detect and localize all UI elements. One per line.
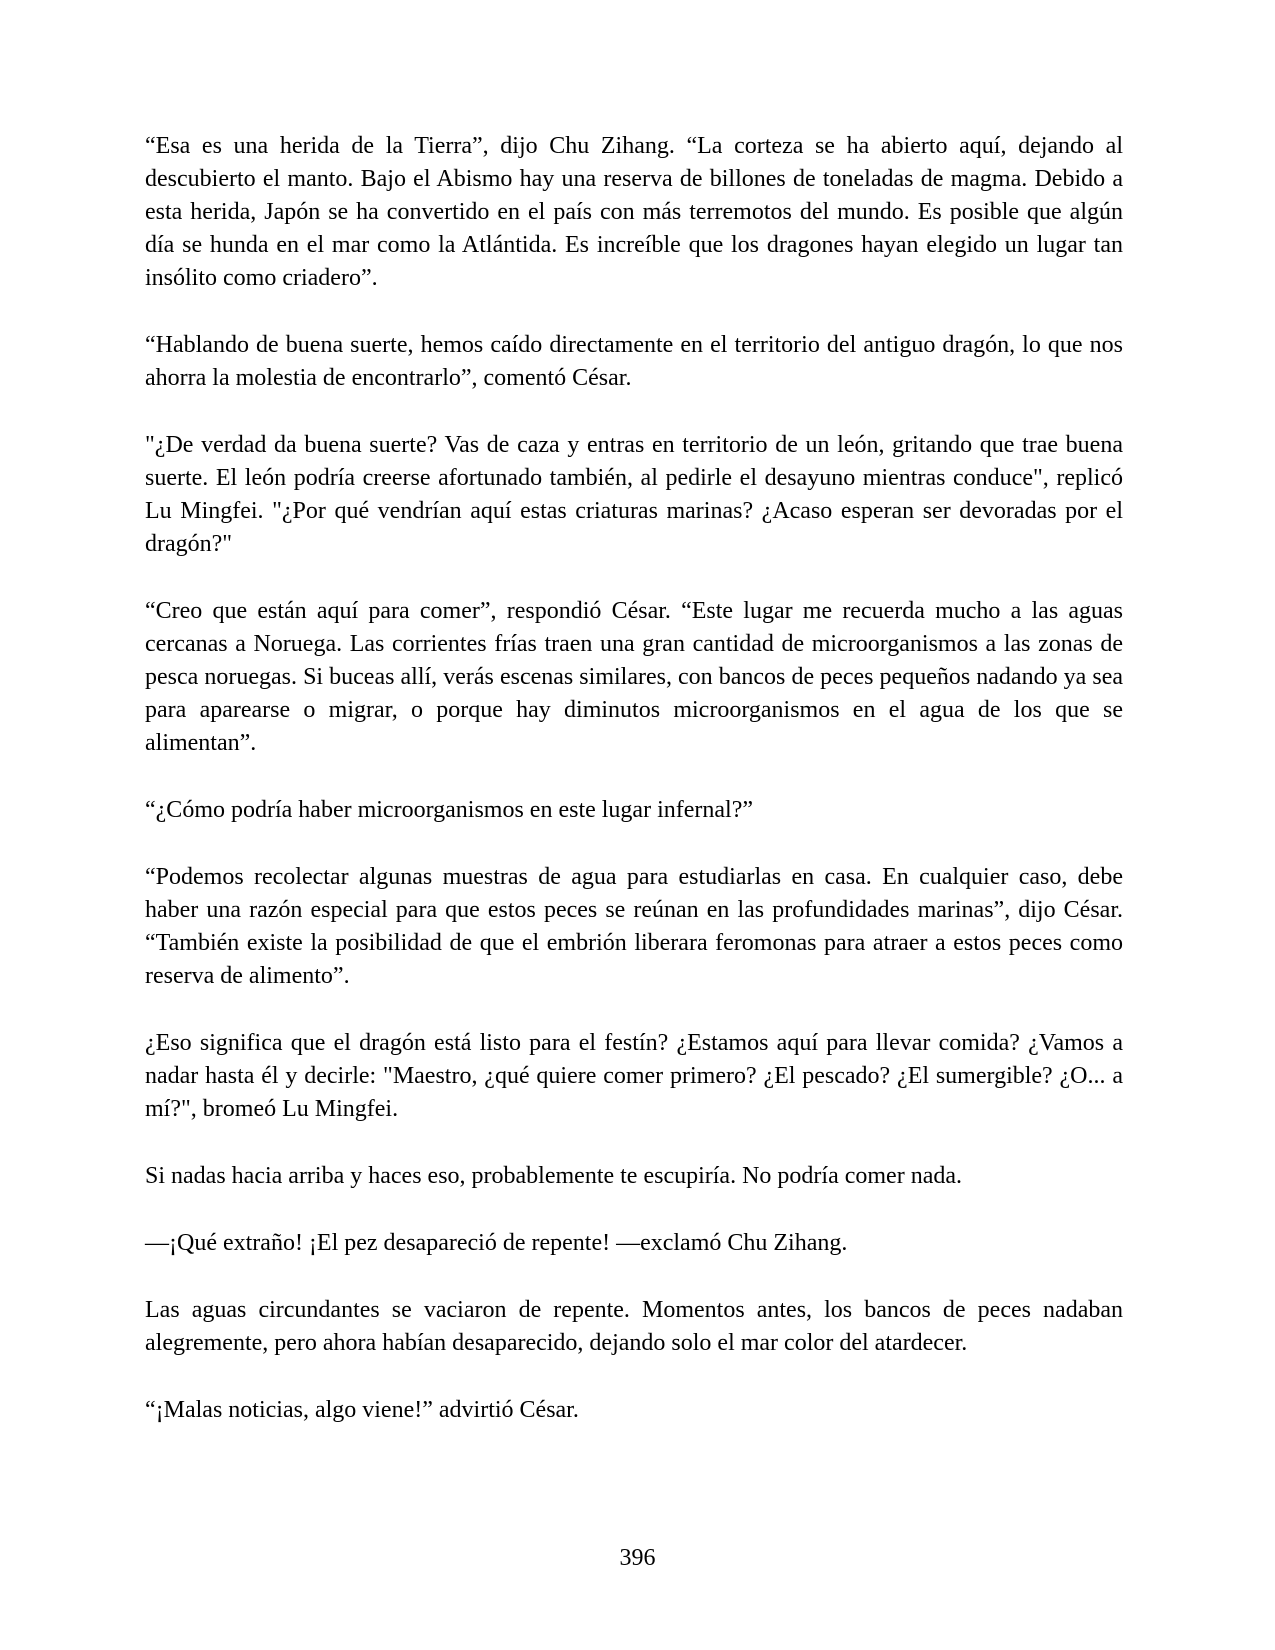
page-number: 396: [619, 1545, 656, 1571]
paragraph: “Hablando de buena suerte, hemos caído directamente en el territorio del antiguo dragón, lo que nos ahorra la molestia de encontrarlo”, comentó César.: [145, 332, 1123, 391]
paragraph: Si nadas hacia arriba y haces eso, probablemente te escupiría. No podría comer nada.: [145, 1163, 962, 1189]
paragraph: “Creo que están aquí para comer”, respondió César. “Este lugar me recuerda mucho a las aguas cercanas a Noruega. Las corrientes frías traen una gran cantidad de microorganismos a las zonas de pesca noruegas. Si buceas allí, verás escenas similares, con bancos de peces pequeños nadando ya sea para aparearse o migrar, o porque hay diminutos microorganismos en el agua de los que se alimentan”.: [145, 598, 1123, 756]
text-column: [145, 130, 1123, 1427]
paragraph: “Esa es una herida de la Tierra”, dijo Chu Zihang. “La corteza se ha abierto aquí, dejando al descubierto el manto. Bajo el Abismo hay una reserva de billones de toneladas de magma. Debido a esta herida, Japón se ha convertido en el país con más terremotos del mundo. Es posible que algún día se hunda en el mar como la Atlántida. Es increíble que los dragones hayan elegido un lugar tan insólito como criadero”.: [145, 133, 1123, 291]
paragraph: ¿Eso significa que el dragón está listo para el festín? ¿Estamos aquí para llevar comida? ¿Vamos a nadar hasta él y decirle: "Maestro, ¿qué quiere comer primero? ¿El pescado? ¿El sumergible? ¿O... a mí?", bromeó Lu Mingfei.: [145, 1030, 1123, 1122]
paragraph: “Podemos recolectar algunas muestras de agua para estudiarlas en casa. En cualquier caso, debe haber una razón especial para que estos peces se reúnan en las profundidades marinas”, dijo César. “También existe la posibilidad de que el embrión liberara feromonas para atraer a estos peces como reserva de alimento”.: [145, 864, 1123, 989]
paragraph: —¡Qué extraño! ¡El pez desapareció de repente! —exclamó Chu Zihang.: [145, 1230, 848, 1256]
paragraph: Las aguas circundantes se vaciaron de repente. Momentos antes, los bancos de peces nadaban alegremente, pero ahora habían desaparecido, dejando solo el mar color del atardecer.: [145, 1297, 1123, 1356]
paragraph: “¿Cómo podría haber microorganismos en este lugar infernal?”: [145, 797, 754, 823]
paragraph: “¡Malas noticias, algo viene!” advirtió César.: [145, 1397, 579, 1423]
paragraph: "¿De verdad da buena suerte? Vas de caza y entras en territorio de un león, gritando que trae buena suerte. El león podría creerse afortunado también, al pedirle el desayuno mientras conduce", replicó Lu Mingfei. "¿Por qué vendrían aquí estas criaturas marinas? ¿Acaso esperan ser devoradas por el dragón?": [145, 432, 1123, 557]
